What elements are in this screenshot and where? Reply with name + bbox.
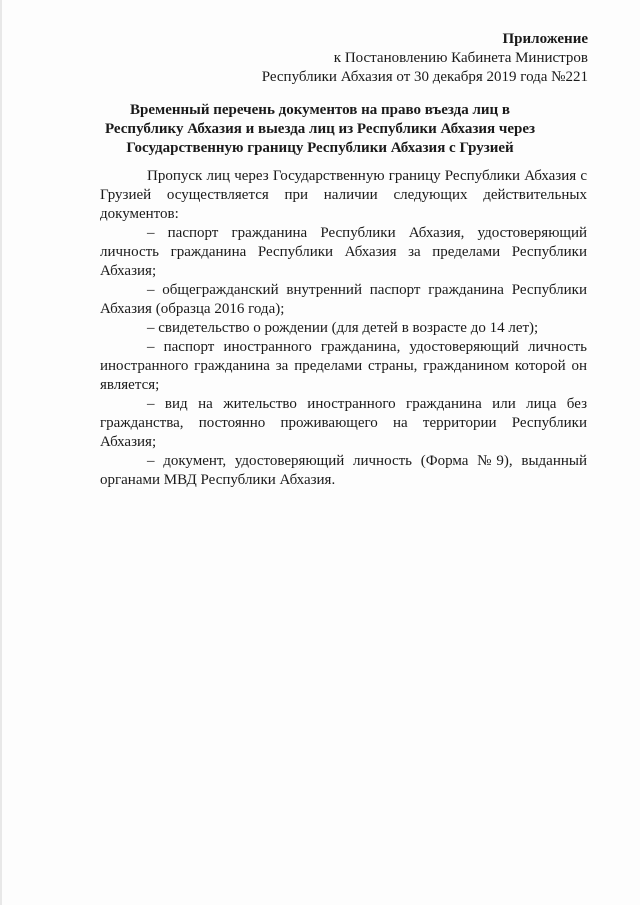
scan-edge (0, 0, 2, 905)
list-item: – паспорт иностранного гражданина, удостоверяющий личность иностранного гражданина за пределами страны, гражданином которой он является; (100, 339, 587, 393)
appendix-header (262, 30, 588, 87)
list-item: – общегражданский внутренний паспорт гражданина Республики Абхазия (образца 2016 года); (100, 282, 587, 317)
document-body (100, 167, 587, 490)
appendix-reference-line-2: Республики Абхазия от 30 декабря 2019 года №221 (261, 69, 588, 85)
intro-paragraph: Пропуск лиц через Государственную границу Республики Абхазия с Грузией осуществляется при наличии следующих действительных документов: (100, 168, 587, 222)
document-title (60, 101, 580, 158)
list-item: – свидетельство о рождении (для детей в возрасте до 14 лет); (147, 320, 539, 336)
list-item: – документ, удостоверяющий личность (Форма №9), выданный органами МВД Республики Абхазия. (100, 453, 587, 488)
document-title-line-2: Республику Абхазия и выезда лиц из Республики Абхазия через (104, 121, 536, 137)
list-item: – паспорт гражданина Республики Абхазия, удостоверяющий личность гражданина Республики Абхазия за пределами Республики Абхазия; (100, 225, 587, 279)
list-item: – вид на жительство иностранного гражданина или лица без гражданства, постоянно проживающего на территории Республики Абхазия; (100, 396, 587, 450)
appendix-title: Приложение (502, 31, 588, 47)
appendix-reference-line-1: к Постановлению Кабинета Министров (333, 50, 588, 66)
document-title-line-1: Временный перечень документов на право въезда лиц в (129, 102, 511, 118)
document-title-line-3: Государственную границу Республики Абхазия с Грузией (126, 140, 514, 156)
